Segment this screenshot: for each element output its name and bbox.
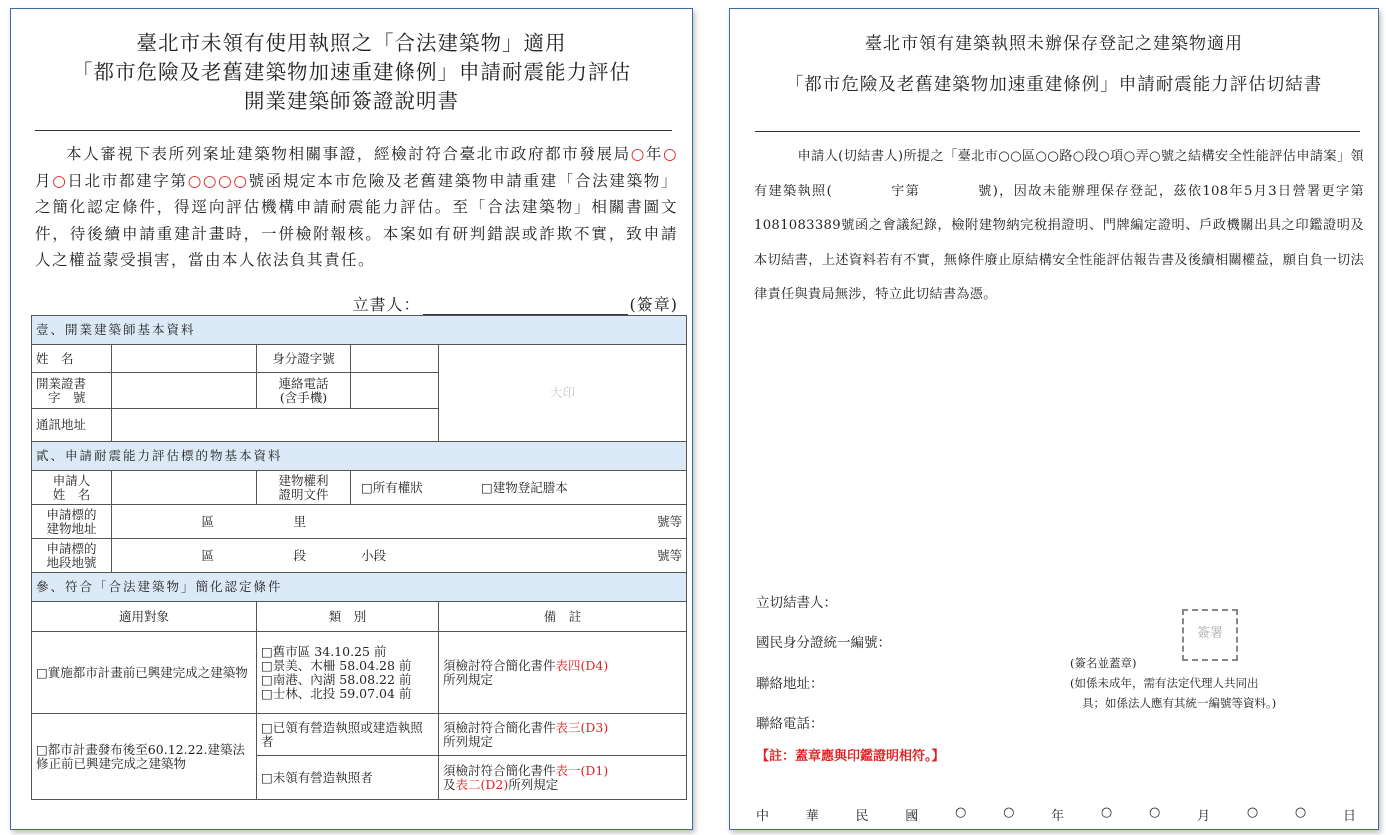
note-cell: 須檢討符合簡化書件表四(D4) 所列規定	[439, 632, 687, 714]
field-label: 建物權利 證明文件	[257, 471, 351, 505]
type-option[interactable]: □未領有營造執照者	[257, 756, 439, 800]
note-cell: 須檢討符合簡化書件表一(D1) 及表二(D2)所列規定	[439, 756, 687, 800]
field-label: 申請標的 建物地址	[32, 505, 112, 539]
left-title-line: 臺北市未領有使用執照之「合法建築物」適用	[136, 31, 567, 55]
sign-note: 具；如係法人應有其統一編號等資料。)	[1082, 696, 1277, 710]
type-option[interactable]: □已領有營造執照或建造執照者	[257, 714, 439, 756]
seal-warning: 【註：蓋章應與印鑑證明相符。】	[756, 749, 945, 764]
column-header: 類 別	[257, 602, 439, 632]
contact-phone-label: 聯絡電話：	[756, 716, 824, 732]
sign-note: (簽名並蓋章)	[1070, 656, 1137, 670]
field-label: 連絡電話 (含手機)	[257, 373, 351, 409]
field-label: 申請人 姓 名	[32, 471, 112, 505]
signature-line: 立書人： (簽章)	[352, 294, 678, 314]
license-input[interactable]	[112, 373, 257, 409]
right-title-line: 臺北市領有建築執照未辦保存登記之建築物適用	[865, 34, 1243, 54]
date-line: 中 華 民 國 ○ ○ 年 ○ ○ 月 ○ ○ 日	[756, 805, 1356, 824]
phone-input[interactable]	[351, 373, 439, 409]
left-title	[11, 29, 692, 116]
right-document	[729, 8, 1379, 830]
field-label: 申請標的 地段地號	[32, 539, 112, 573]
building-address-input[interactable]: 區 里 號等	[112, 505, 687, 539]
rights-doc-options[interactable]: □所有權狀 □建物登記謄本	[351, 471, 687, 505]
field-label: 身分證字號	[257, 345, 351, 373]
seal-box[interactable]: 大印	[439, 345, 687, 442]
target-option[interactable]: □都市計畫發布後至60.12.22.建築法修正前已興建完成之建築物	[32, 714, 257, 800]
name-input[interactable]	[112, 345, 257, 373]
left-title-line: 「都市危險及老舊建築物加速重建條例」申請耐震能力評估	[72, 60, 631, 84]
statement-paragraph: 本人審視下表所列案址建築物相關事證，經檢討符合臺北市政府都市發展局○年○月○日北市都建字第○○○○號函規定本市危險及老舊建築物申請重建「合法建築物」之簡化認定條件，得逕向評估機構申請耐震能力評估。至「合法建築物」相關書圖文件，待後續申請重建計畫時，一併檢附報核。本案如有研判錯誤或詐欺不實，致申請人之權益蒙受損害，當由本人依法負其責任。	[35, 145, 678, 269]
sign-note: (如係未成年，需有法定代理人共同出	[1070, 676, 1259, 690]
left-document	[10, 8, 693, 830]
affidavit-paragraph: 申請人(切結書人)所提之「臺北市○○區○○路○段○項○弄○號之結構安全性能評估申請案」領有建築執照( 宇第 號)，因故未能辦理保存登記，茲依108年5月3日營署更字第1081083389號函之會議紀錄，檢附建物納完稅捐證明、門牌編定證明、戶政機關出具之印鑑證明及本切結書，上述資料若有不實，無條件廢止原結構安全性能評估報告書及後續相關權益，願自負一切法律責任與貴局無涉，特立此切結書為憑。	[754, 149, 1364, 302]
section-heading: 參、符合「合法建築物」簡化認定條件	[32, 573, 687, 602]
right-title-line: 「都市危險及老舊建築物加速重建條例」申請耐震能力評估切結書	[785, 75, 1323, 95]
title-divider	[35, 130, 672, 131]
address-input[interactable]	[112, 409, 439, 442]
note-cell: 須檢討符合簡化書件表三(D3) 所列規定	[439, 714, 687, 756]
section-heading: 壹、開業建築師基本資料	[32, 316, 687, 345]
id-number-label: 國民身分證統一編號：	[756, 635, 891, 651]
architect-form-table	[31, 315, 687, 800]
field-label: 通訊地址	[32, 409, 112, 442]
land-number-input[interactable]: 區 段 小段 號等	[112, 539, 687, 573]
applicant-input[interactable]	[112, 471, 257, 505]
left-title-line: 開業建築師簽證說明書	[244, 89, 459, 113]
id-input[interactable]	[351, 345, 439, 373]
signer-label: 立切結書人：	[756, 595, 837, 611]
target-option[interactable]: □實施都市計畫前已興建完成之建築物	[32, 632, 257, 714]
signature-stamp-box[interactable]: 簽署	[1182, 609, 1238, 661]
signature-field[interactable]	[423, 298, 628, 315]
field-label: 開業證書 字 號	[32, 373, 112, 409]
column-header: 適用對象	[32, 602, 257, 632]
column-header: 備 註	[439, 602, 687, 632]
section-heading: 貳、申請耐震能力評估標的物基本資料	[32, 442, 687, 471]
field-label: 姓 名	[32, 345, 112, 373]
title-divider	[755, 131, 1360, 132]
contact-address-label: 聯絡地址：	[756, 676, 824, 692]
type-options[interactable]: □舊市區 34.10.25 前 □景美、木柵 58.04.28 前 □南港、內湖 58.08.22 前 □士林、北投 59.07.04 前	[257, 632, 439, 714]
